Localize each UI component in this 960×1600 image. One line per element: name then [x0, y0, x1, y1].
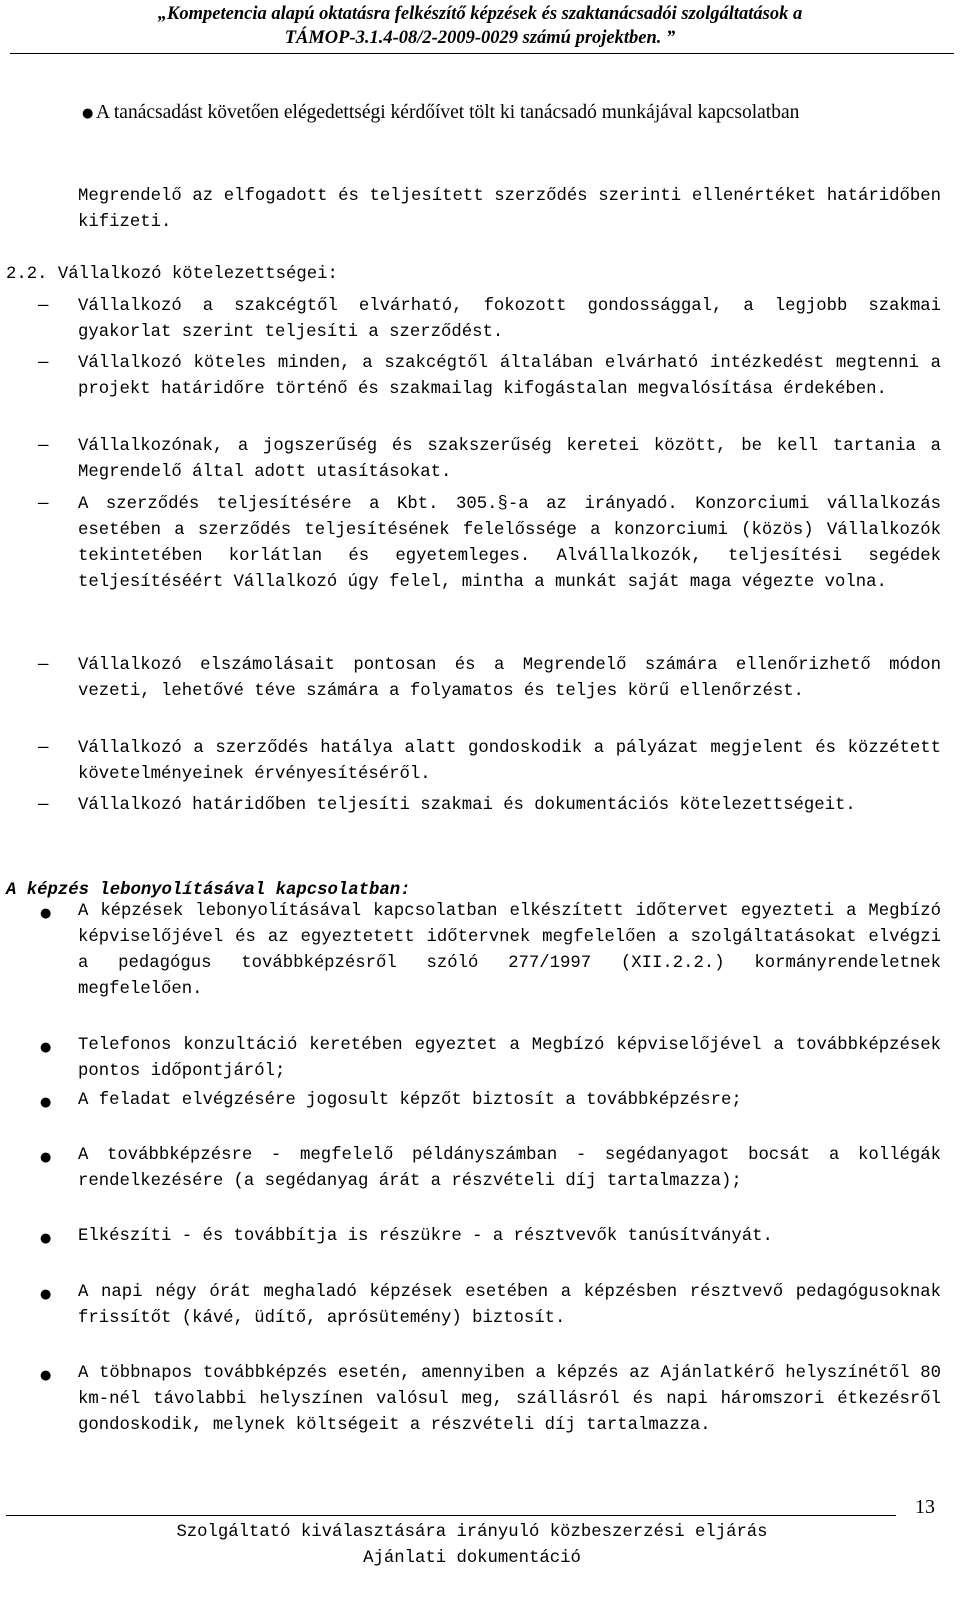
dash-icon: —: [38, 796, 49, 815]
bullet-icon: ●: [40, 1040, 52, 1055]
contractor-item: Vállalkozó köteles minden, a szakcégtől általában elvárható intézkedést megtenni a projekt határidőre történő és szakmailag kifogástalan megvalósítása érdekében.: [78, 354, 941, 399]
contractor-item: A szerződés teljesítésére a Kbt. 305.§-a az irányadó. Konzorciumi vállalkozás esetében a szerződés teljesítésének felelőssége a konzorciumi (közös) Vállalkozók tekintetében korlátlan és egyetemleges. Alvállalkozók, teljesítési segédek teljesítéséért Vállalkozó úgy felel, mintha a munkát saját maga végezte volna.: [78, 495, 941, 592]
header-line-2: TÁMOP-3.1.4-08/2-2009-0029 számú projektben. ”: [284, 28, 676, 48]
bullet-icon: ●: [82, 106, 94, 121]
contractor-item: Vállalkozó a szakcégtől elvárható, fokozott gondossággal, a legjobb szakmai gyakorlat szerint teljesíti a szerződést.: [78, 297, 941, 342]
training-item: Telefonos konzultáció keretében egyeztet a Megbízó képviselőjével a továbbképzések pontos időpontjáról;: [78, 1036, 941, 1081]
bullet-icon: ●: [40, 1368, 52, 1383]
training-heading: A képzés lebonyolításával kapcsolatban:: [6, 881, 411, 900]
training-item: A többnapos továbbképzés esetén, amennyiben a képzés az Ajánlatkérő helyszínétől 80 km-nél távolabbi helyszínen valósul meg, szállásról és napi háromszori étkezésről gondoskodik, melynek költségeit a részvételi díj tartalmazza.: [78, 1364, 941, 1435]
bullet-icon: ●: [40, 1150, 52, 1165]
contractor-item: Vállalkozónak, a jogszerűség és szakszerűség keretei között, be kell tartania a Megrendelő által adott utasításokat.: [78, 437, 941, 482]
dash-icon: —: [38, 656, 49, 675]
bullet-icon: ●: [40, 906, 52, 921]
training-item: A képzések lebonyolításával kapcsolatban elkészített időtervet egyezteti a Megbízó képviselőjével és az egyeztetett időtervnek megfelelően a szolgáltatásokat elvégzi a pedagógus továbbképzésről szóló 277/1997 (XII.2.2.) kormányrendeletnek megfelelően.: [78, 902, 941, 999]
contractor-item: Vállalkozó a szerződés hatálya alatt gondoskodik a pályázat megjelent és közzétett követelményeinek érvényesítéséről.: [78, 739, 941, 784]
training-item: A továbbképzésre - megfelelő példányszámban - segédanyagot bocsát a kollégák rendelkezésére (a segédanyag árát a részvételi díj tartalmazza);: [78, 1146, 941, 1191]
dash-icon: —: [38, 739, 49, 758]
footer-divider: [6, 1515, 896, 1516]
bullet-icon: ●: [40, 1287, 52, 1302]
contractor-item: Vállalkozó határidőben teljesíti szakmai és dokumentációs kötelezettségeit.: [78, 796, 856, 815]
dash-icon: —: [38, 354, 49, 373]
bullet-icon: ●: [40, 1095, 52, 1110]
bullet-icon: ●: [40, 1231, 52, 1246]
training-item: A feladat elvégzésére jogosult képzőt biztosít a továbbképzésre;: [78, 1091, 742, 1110]
training-item: A napi négy órát meghaladó képzések esetében a képzésben résztvevő pedagógusoknak frissítőt (kávé, üdítő, aprósütemény) biztosít.: [78, 1283, 941, 1328]
footer-line-1: Szolgáltató kiválasztására irányuló közbeszerzési eljárás: [176, 1523, 768, 1542]
contractor-item: Vállalkozó elszámolásait pontosan és a Megrendelő számára ellenőrizhető módon vezeti, lehetővé téve számára a folyamatos és teljes körű ellenőrzést.: [78, 656, 941, 701]
page-header: [0, 2, 960, 50]
page-number: 13: [915, 1496, 935, 1518]
dash-icon: —: [38, 297, 49, 316]
payment-paragraph: Megrendelő az elfogadott és teljesített szerződés szerinti ellenértéket határidőben kifizeti.: [78, 187, 941, 232]
dash-icon: —: [38, 437, 49, 456]
header-line-1: „Kompetencia alapú oktatásra felkészítő képzések és szaktanácsadói szolgáltatások a: [157, 4, 803, 24]
dash-icon: —: [38, 495, 49, 514]
footer-line-2: Ajánlati dokumentáció: [363, 1549, 581, 1568]
training-item: Elkészíti - és továbbítja is részükre - a résztvevők tanúsítványát.: [78, 1227, 773, 1246]
header-divider: [10, 53, 954, 54]
contractor-heading: 2.2. Vállalkozó kötelezettségei:: [6, 265, 338, 284]
intro-bullet-text: A tanácsadást követően elégedettségi kérdőívet tölt ki tanácsadó munkájával kapcsolatban: [96, 102, 800, 123]
